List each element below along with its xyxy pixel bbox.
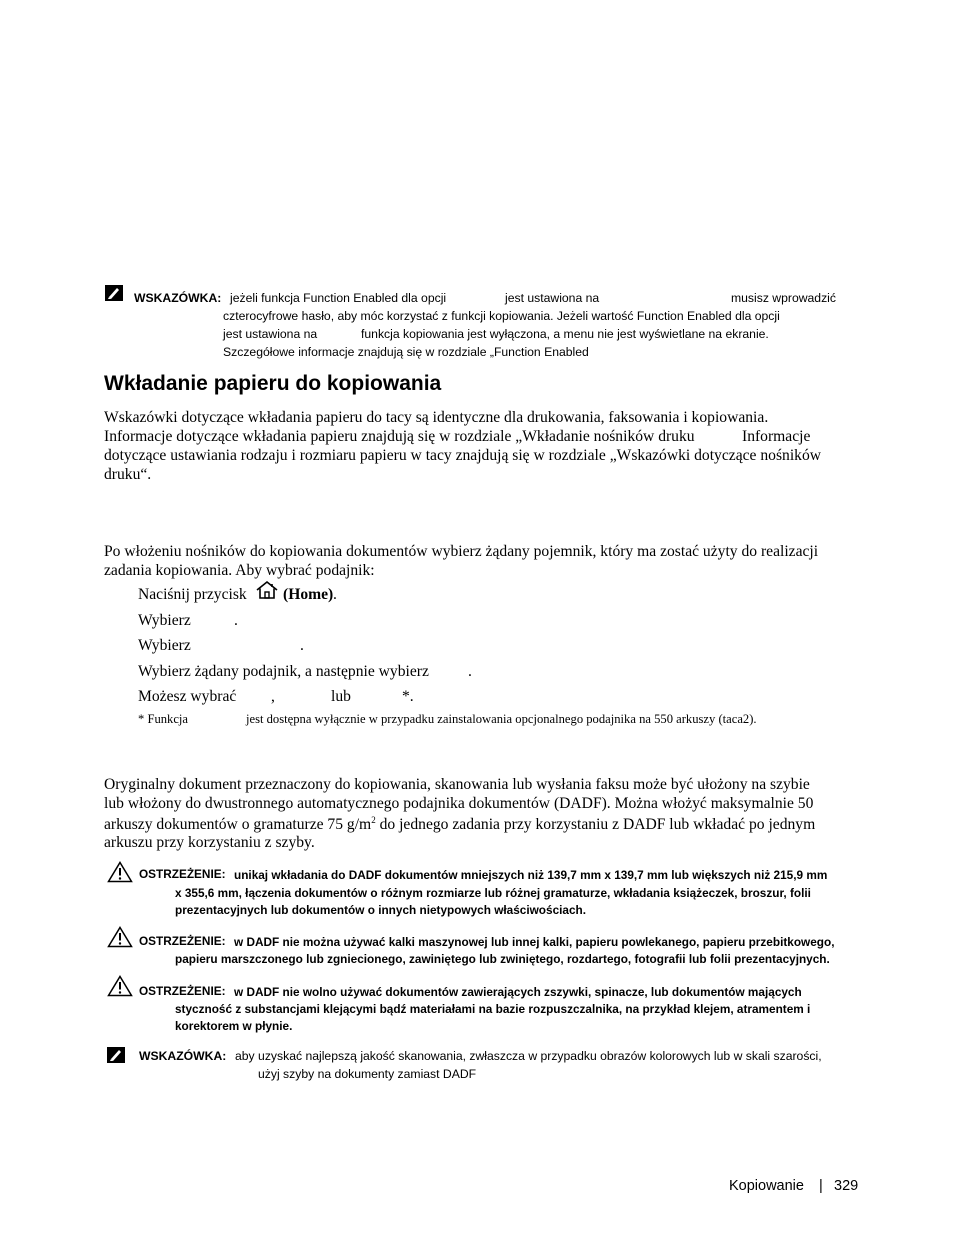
orig-line4: arkuszu przy korzystaniu z szyby. (104, 834, 315, 851)
step2-dot: . (234, 612, 238, 629)
step2-text: Wybierz (138, 612, 191, 629)
warning-3-line1: w DADF nie wolno używać dokumentów zawierających zszywki, spinacze, lub dokumentów mających (234, 985, 802, 999)
p1-line2-b: Informacje (742, 428, 811, 445)
note1 (134, 289, 221, 307)
section-heading: Wkładanie papieru do kopiowania (104, 372, 442, 395)
note1-line3-b: funkcja kopiowania jest wyłączona, a menu nie jest wyświetlane na ekranie. (361, 327, 769, 341)
footer-section: Kopiowanie (729, 1178, 804, 1194)
step5-star: *. (402, 688, 414, 705)
warning-3-line2: styczność z substancjami klejącymi bądź materiałami na bazie rozpuszczalnika, na przykład klejem, atramentem i (175, 1002, 811, 1016)
warning-2-line1: w DADF nie można używać kalki maszynowej lub innej kalki, papieru powlekanego, papieru przebitkowego, (234, 935, 835, 949)
pencil-note-icon (104, 284, 124, 302)
footer-separator: | (819, 1178, 823, 1194)
warning-2-line2: papieru marszczonego lub zgniecionego, zawiniętego lub zwiniętego, rozdartego, fotografii lub folii prezentacyjnych. (175, 952, 830, 966)
orig-line3-sup: 2 (371, 815, 376, 825)
note1-line1-a: jeżeli funkcja Function Enabled dla opcji (230, 291, 447, 305)
warning-icon (107, 975, 133, 997)
home-icon (255, 580, 279, 600)
step1-home-label: (Home) (283, 586, 334, 603)
pencil-note-icon (106, 1046, 126, 1064)
step3-dot: . (300, 637, 304, 654)
note2-line2: użyj szyby na dokumenty zamiast DADF (258, 1067, 477, 1081)
warning-3-label: OSTRZEŻENIE: (139, 984, 226, 998)
note2-line1: aby uzyskać najlepszą jakość skanowania, zwłaszcza w przypadku obrazów kolorowych lub w skali szarości, (235, 1049, 822, 1063)
warning-2-label: OSTRZEŻENIE: (139, 934, 226, 948)
note1-label: WSKAZÓWKA: (134, 291, 222, 305)
warning-1-label: OSTRZEŻENIE: (139, 867, 226, 881)
orig-line3 (104, 815, 815, 834)
note1-line2: czterocyfrowe hasło, aby móc korzystać z funkcji kopiowania. Jeżeli wartość Function Enabled dla opcji (223, 309, 780, 323)
step5-comma: , (271, 688, 275, 705)
warning-3-line3: korektorem w płynie. (175, 1019, 293, 1033)
warning-1-line1: unikaj wkładania do DADF dokumentów mniejszych niż 139,7 mm x 139,7 mm lub większych niż 215,9 mm (234, 868, 828, 882)
footnote-a: * Funkcja (138, 712, 189, 726)
orig-line3-a: arkuszy dokumentów o gramaturze 75 g/m (104, 816, 372, 834)
p1-line3: dotyczące ustawiania rodzaju i rozmiaru papieru w tacy znajdują się w rozdziale „Wskazówki dotyczące nośników (104, 447, 822, 464)
note1-line4: Szczegółowe informacje znajdują się w rozdziale „Function Enabled (223, 345, 589, 359)
step4-text: Wybierz żądany podajnik, a następnie wybierz (138, 663, 429, 680)
note2-label-text: WSKAZÓWKA: (139, 1049, 227, 1063)
note1-line3-a: jest ustawiona na (223, 327, 318, 341)
warning-icon (107, 926, 133, 948)
p1-line1: Wskazówki dotyczące wkładania papieru do tacy są identyczne dla drukowania, faksowania i kopiowania. (104, 409, 769, 426)
warning-1-line2: x 355,6 mm, łączenia dokumentów o różnym rozmiarze lub różnej gramaturze, wkładania książeczek, broszur, folii (175, 886, 811, 900)
p1-line4: druku“. (104, 466, 152, 483)
step1-dot: . (333, 586, 337, 603)
page-number: 329 (834, 1178, 859, 1194)
footnote-b: jest dostępna wyłącznie w przypadku zainstalowania opcjonalnego podajnika na 550 arkuszy (taca2). (246, 712, 757, 726)
p1-line2-a: Informacje dotyczące wkładania papieru znajdują się w rozdziale „Wkładanie nośników druku (104, 428, 695, 445)
tray-line1: Po włożeniu nośników do kopiowania dokumentów wybierz żądany pojemnik, który ma zostać użyty do realizacji (104, 543, 819, 560)
warning-icon (107, 861, 133, 883)
step5-text: Możesz wybrać (138, 688, 237, 705)
step5-lub: lub (331, 688, 351, 705)
note1-line1-c: musisz wprowadzić (731, 291, 836, 305)
orig-line3-b: do jednego zadania przy korzystaniu z DADF lub wkładać po jednym (375, 816, 816, 834)
step4-dot: . (468, 663, 472, 680)
orig-line2: lub włożony do dwustronnego automatycznego podajnika dokumentów (DADF). Można włożyć maksymalnie 50 (104, 795, 814, 812)
step1-text: Naciśnij przycisk (138, 586, 247, 603)
note1-line1-b: jest ustawiona na (505, 291, 600, 305)
warning-1-line3: prezentacyjnych lub dokumentów o innych nietypowych właściwościach. (175, 903, 587, 917)
tray-line2: zadania kopiowania. Aby wybrać podajnik: (104, 562, 375, 579)
orig-line1: Oryginalny dokument przeznaczony do kopiowania, skanowania lub wysłania faksu może być ułożony na szybie (104, 776, 810, 793)
note2-label (139, 1047, 226, 1065)
step3-text: Wybierz (138, 637, 191, 654)
